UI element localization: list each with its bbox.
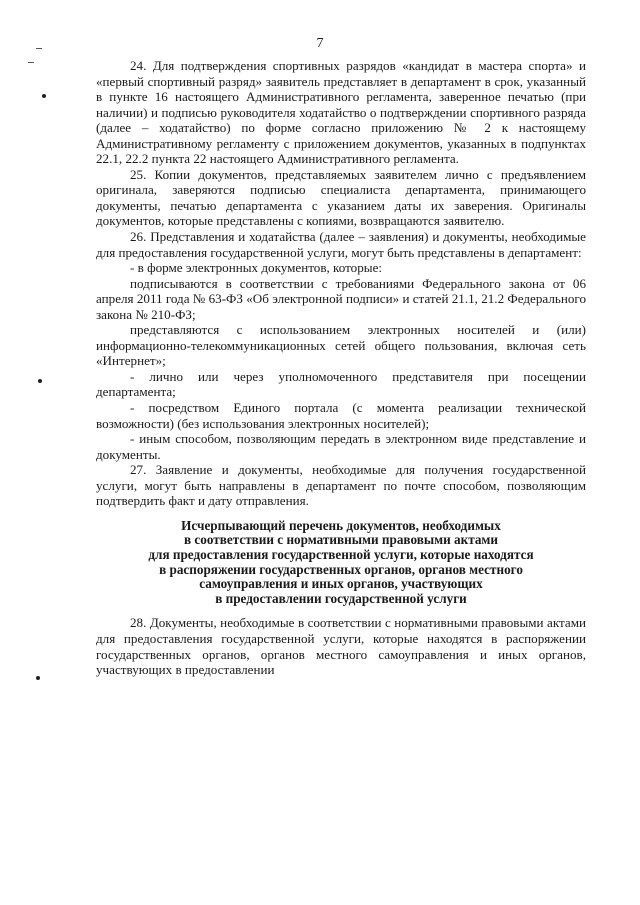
paragraph: - посредством Единого портала (с момента реализации технической возможности) (без использования электронных носителей); (96, 400, 586, 431)
paragraph: - в форме электронных документов, которые: (130, 260, 383, 276)
heading-line: Исчерпывающий перечень документов, необходимых (181, 517, 501, 533)
paragraph: 28. Документы, необходимые в соответствии с нормативными правовыми актами для предоставления государственной услуги, которые находятся в распоряжении государственных органов, органов местного самоуправления и иных органов, участвующих в предоставлении (96, 615, 586, 678)
margin-dot (42, 94, 46, 98)
margin-dot (36, 676, 40, 680)
paragraph: представляются с использованием электронных носителей и (или) информационно-телекоммуникационных сетей общего пользования, включая сеть «Интернет»; (96, 322, 586, 369)
document-body (96, 58, 586, 678)
paragraph: 24. Для подтверждения спортивных разрядов «кандидат в мастера спорта» и «первый спортивный разряд» заявитель представляет в департамент в срок, указанный в пункте 16 настоящего Административного регламента, заверенное печатью (при наличии) и подписью руководителя ходатайство о подтверждении спортивного разряда (далее – ходатайство) по форме согласно приложению № 2 к настоящему Административному регламенту с приложением документов, указанных в подпунктах 22.1, 22.2 пункта 22 настоящего Административного регламента. (96, 58, 586, 167)
heading-line: для предоставления государственной услуги, которые находятся (148, 547, 534, 563)
paragraph: - лично или через уполномоченного представителя при посещении департамента; (96, 368, 586, 400)
heading-line: в распоряжении государственных органов, органов местного (159, 561, 523, 577)
paragraph: 26. Представления и ходатайства (далее – заявления) и документы, необходимые для предоставления государственной услуги, могут быть представлены в департамент: (96, 229, 586, 260)
paragraph: подписываются в соответствии с требованиями Федерального закона от 06 апреля 2011 года № 63-ФЗ «Об электронной подписи» и статей 21.1, 21.2 Федерального закона № 210-ФЗ; (96, 275, 586, 322)
paragraph: - иным способом, позволяющим передать в электронном виде представление и документы. (96, 431, 586, 462)
heading-line: самоуправления и иных органов, участвующих (199, 576, 483, 592)
margin-mark (28, 62, 34, 63)
paragraph: 27. Заявление и документы, необходимые для получения государственной услуги, могут быть направлены в департамент по почте способом, позволяющим подтвердить факт и дату отправления. (96, 462, 586, 509)
section-heading (96, 519, 586, 607)
margin-mark (36, 48, 42, 49)
margin-dot (38, 379, 42, 383)
heading-line: в предоставлении государственной услуги (215, 590, 467, 606)
paragraph: 25. Копии документов, представляемых заявителем лично с предъявлением оригинала, заверяются подписью специалиста департамента, принимающего документы, печатью департамента с указанием даты их заверения. Оригиналы документов, которые представлены с копиями, возвращаются заявителю. (96, 166, 586, 229)
heading-line: в соответствии с нормативными правовыми актами (183, 532, 499, 548)
page-number: 7 (316, 36, 324, 51)
